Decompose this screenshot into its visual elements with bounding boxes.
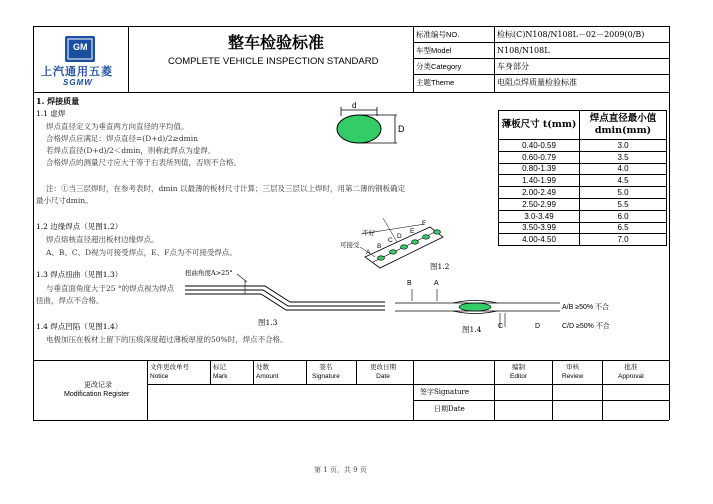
fig14-c-label: C [498,323,504,330]
field-value-model: N108/N108L [497,46,550,55]
s11-title: 1.1 虚焊 [36,109,66,118]
field-value-category: 车身部分 [497,62,529,71]
header-divider-logo [128,26,129,92]
logo-badge-text: GM [73,42,88,52]
footer-date-label: 日期Date [434,405,465,413]
footer-col-date: 更改日期 Date [370,363,396,380]
footer-divider [356,360,357,384]
register-label-en: Modification Register [64,391,130,398]
fig13-twist-diagram [185,272,385,322]
spec-cell: 4.00-4.50 [499,234,580,246]
dmin-spec-table [498,110,667,246]
frame-right [669,26,670,420]
s11-note-1: 注：①当三层焊时，在参考表时，dmin 以最薄的板材尺寸计算；三层及三层以上焊时，用第二薄的钢板确定 [46,184,406,193]
field-value-theme: 电阻点焊质量检验标准 [497,78,577,87]
footer-divider [494,360,495,420]
spec-cell: 7.0 [580,234,667,246]
field-label-theme: 主题Theme [416,78,455,87]
spec-cell: 2.00-2.49 [499,187,580,199]
footer-divider [306,360,307,384]
footer-top-line [33,360,669,361]
s14-line-1: 电极加压在板材上留下的压痕深度超过薄板厚度的50%时，焊点不合格。 [46,335,288,344]
table-row [499,210,667,222]
s11-line-4: 合格焊点的测量尺寸应大于等于右表所列值，否则不合格。 [46,158,241,167]
s11-line-3: 若焊点直径(D+d)/2＜dmin，则称此焊点为虚焊。 [46,146,216,155]
fig13-caption: 图1.3 [258,318,278,327]
field-label-no: 标准编号NO. [416,30,460,39]
fig12-point-e: E [410,228,415,235]
register-label-cn: 更改记录 [84,381,112,389]
field-value-no: 检标(C)N108/N108L－02－2009(0/B) [497,30,645,39]
footer-divider [210,360,211,384]
spec-cell: 4.5 [580,175,667,187]
spec-cell: 2.50-2.99 [499,198,580,210]
fig14-b-label: B [407,280,412,287]
table-row [499,175,667,187]
fig12-point-c: C [388,237,393,244]
logo-text-en: SGMW [63,78,93,87]
fig12-point-d: D [397,233,402,240]
s13-title: 1.3 焊点扭曲（见图1.3） [36,270,123,279]
footer-divider [552,360,553,420]
footer-col-signature: 签名 Signature [312,363,340,380]
table-row [499,163,667,175]
s12-line-1: 焊点熔核直径超出板材边缘焊点。 [46,235,159,244]
s11-note-2: 最小尺寸dmin。 [36,196,93,205]
spec-cell: 0.80-1.39 [499,163,580,175]
footer-sign-label: 签字Signature [420,388,470,396]
spec-cell: 3.50-3.99 [499,222,580,234]
footer-line [413,400,669,401]
header-field-line-2 [413,58,669,59]
table-row [499,140,667,152]
header-bottom-line [33,92,669,93]
spec-cell: 5.5 [580,198,667,210]
table-row [499,198,667,210]
table-row [499,222,667,234]
footer-divider [413,360,414,420]
s13-line-2: 扭曲，焊点不合格。 [36,296,104,305]
fig14-caption: 图1.4 [462,325,482,334]
spec-cell: 3.0 [580,140,667,152]
spec-table-header [499,111,667,140]
header-divider-title [413,26,414,92]
spec-cell: 0.40-0.59 [499,140,580,152]
company-logo [37,32,123,88]
fig12-point-f: F [422,220,426,227]
spec-cell: 3.5 [580,151,667,163]
table-row [499,234,667,246]
s12-title: 1.2 边缘焊点（见图1.2） [36,222,123,231]
footer-col-mark: 标记 Mark [213,363,228,380]
fig12-ok-label: 可接受 [340,241,360,249]
spec-cell: 4.0 [580,163,667,175]
header-field-line-1 [413,42,669,43]
header-divider-fields [494,26,495,92]
fig12-point-b: B [377,243,382,250]
fig12-caption: 图1.2 [430,262,450,271]
fig11-D-label: D [398,124,405,134]
s12-line-2: A、B、C、D视为可接受焊点，E、F点为不可接受焊点。 [46,248,237,257]
footer-col-review: 审核 Review [562,363,584,380]
footer-col-approval: 批准 Approval [618,363,644,380]
fig14-rule-2: C/D ≥50% 不合 [562,323,610,330]
header-field-line-3 [413,74,669,75]
s14-title: 1.4 焊点凹陷（见图1.4） [36,322,123,331]
table-row [499,187,667,199]
footer-col-notice: 文件更改单号 Notice [150,363,189,380]
page-number: 第 1 页，共 9 页 [314,466,367,474]
spec-cell: 0.60-0.79 [499,151,580,163]
fig13-angle-label: 扭曲角度A>25° [185,269,233,277]
table-row [499,151,667,163]
fig11-d-label: d [352,101,357,110]
page-title: 整车检验标准 [228,33,325,52]
fig12-point-a: A [366,249,371,256]
fig14-a-label: A [434,280,439,287]
s11-line-1: 焊点直径定义为垂直两方向直径的平均值。 [46,122,189,131]
footer-col-editor: 编制 Editor [510,363,527,380]
spec-cell: 3.0-3.49 [499,210,580,222]
section-title: 1. 焊接质量 [36,96,80,106]
s11-line-2: 合格焊点应满足：焊点直径=(D+d)/2≥dmin [46,134,198,143]
footer-line [147,384,413,385]
footer-divider [602,360,603,420]
footer-divider [147,360,148,420]
footer-col-amount: 处数 Amount [256,363,279,380]
fig14-rule-1: A/B ≥50% 不合 [562,304,610,311]
frame-bottom [33,420,669,421]
spec-cell: 6.5 [580,222,667,234]
spec-cell: 6.0 [580,210,667,222]
field-label-model: 车型Model [416,46,452,55]
fig12-bad-label: 不好 [362,229,375,237]
footer-divider [253,360,254,384]
fig14-d-label: D [535,323,541,330]
spec-header-thickness: 薄板尺寸 t(mm) [499,111,580,140]
field-label-category: 分类Category [416,62,462,71]
spec-header-dmin: 焊点直径最小值dmin(mm) [580,111,667,140]
logo-text-cn: 上汽通用五菱 [41,65,113,78]
spec-cell: 5.0 [580,187,667,199]
spec-cell: 1.40-1.99 [499,175,580,187]
s13-line-1: 与垂直面角度大于25 °的焊点视为焊点 [46,284,175,293]
frame-left [33,26,34,420]
footer-line [413,384,669,385]
page-subtitle: COMPLETE VEHICLE INSPECTION STANDARD [168,56,379,67]
